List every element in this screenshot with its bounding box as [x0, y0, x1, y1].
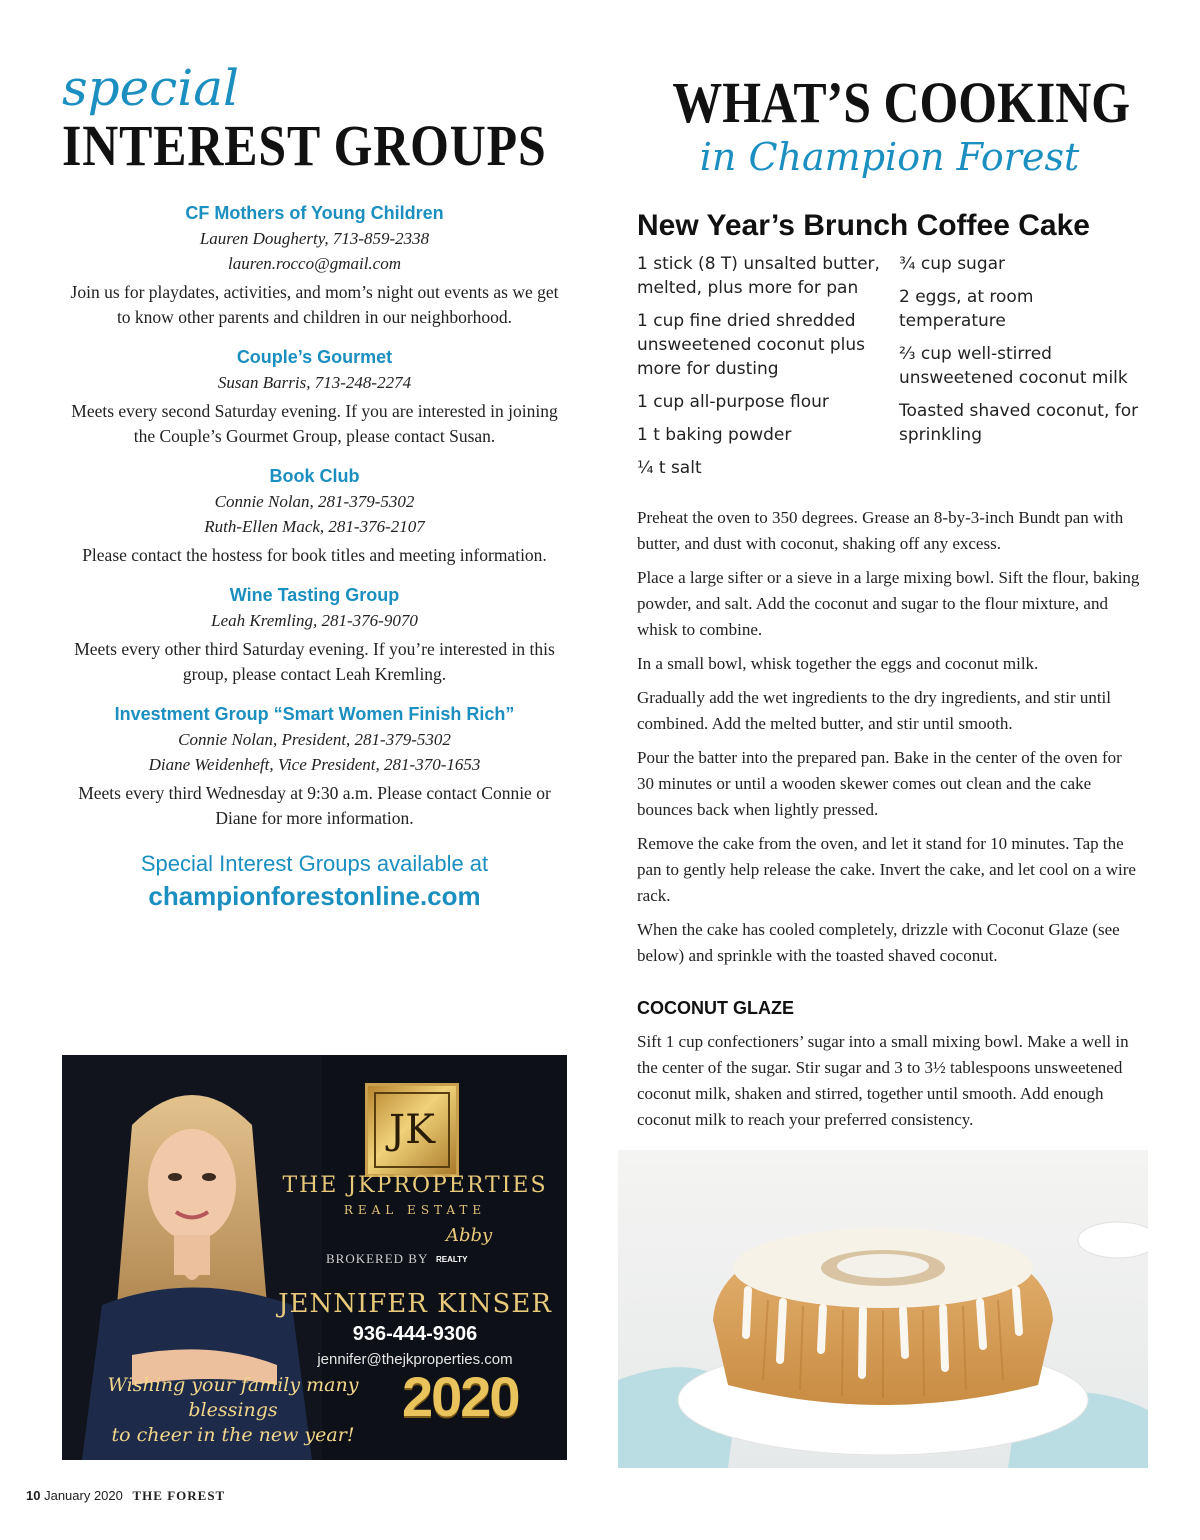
group-contact: Connie Nolan, President, 281-379-5302: [178, 730, 451, 749]
glaze-heading: COCONUT GLAZE: [637, 998, 794, 1018]
group-list: [62, 200, 567, 831]
agent-name: JENNIFER KINSER: [278, 1289, 552, 1319]
group-description: Meets every second Saturday evening. If you are interested in joining the Couple’s Gourmet Group, please contact Susan.: [71, 401, 558, 446]
ingredient: 1 cup fine dried shredded unsweetened coconut plus more for dusting: [637, 311, 866, 379]
realty-label: REALTY: [436, 1255, 468, 1264]
cta-text: Special Interest Groups available at: [140, 851, 489, 876]
ingredient-list: [637, 252, 1142, 489]
logo-letters: JK: [374, 1092, 450, 1168]
section-title-main: INTEREST GROUPS: [62, 113, 547, 178]
group-contact: Ruth-Ellen Mack, 281-376-2107: [204, 517, 425, 536]
agent-email[interactable]: jennifer@thejkproperties.com: [317, 1351, 513, 1368]
ingredient: 1 t baking powder: [637, 425, 792, 445]
group-name: Investment Group “Smart Women Finish Rich”: [114, 704, 515, 724]
website-link[interactable]: championforestonline.com: [148, 881, 481, 911]
wish-line: Wishing your family many blessings: [107, 1374, 359, 1421]
recipe-step: In a small bowl, whisk together the eggs and coconut milk.: [637, 654, 1039, 673]
ingredient: 1 stick (8 T) unsalted butter, melted, plus more for pan: [637, 254, 880, 298]
ingredient-column: [637, 252, 899, 489]
recipe-step: Place a large sifter or a sieve in a large mixing bowl. Sift the flour, baking powder, and salt. Add the coconut and sugar to the flour mixture, and whisk to combine.: [637, 568, 1140, 639]
group-description: Meets every third Wednesday at 9:30 a.m. Please contact Connie or Diane for more information.: [78, 783, 551, 828]
recipe-step: Remove the cake from the oven, and let it stand for 10 minutes. Tap the pan to gently help release the cake. Invert the cake, and let cool on a wire rack.: [637, 834, 1136, 905]
recipe-title: New Year’s Brunch Coffee Cake: [637, 209, 1090, 242]
whats-cooking-section: [637, 72, 1142, 1133]
group-item: [62, 200, 567, 330]
ingredient-column: [899, 252, 1142, 489]
brokered-by: BROKERED BY: [326, 1251, 429, 1266]
group-contact: Lauren Dougherty, 713-859-2338: [199, 229, 430, 248]
recipe-step: Pour the batter into the prepared pan. Bake in the center of the oven for 30 minutes or until a wooden skewer comes out clean and the cake bounces back when lightly pressed.: [637, 748, 1122, 819]
group-description: Please contact the hostess for book titles and meeting information.: [82, 545, 547, 565]
wish-line: to cheer in the new year!: [111, 1424, 355, 1446]
glaze-instructions: Sift 1 cup confectioners’ sugar into a small mixing bowl. Make a well in the center of the sugar. Stir sugar and 3 to 3½ tablespoons unsweetened coconut milk, shaken and stirred, together until smooth. Add enough coconut milk to reach your preferred consistency.: [637, 1032, 1129, 1129]
issue-date: January 2020: [44, 1488, 123, 1503]
recipe-step: Gradually add the wet ingredients to the dry ingredients, and stir until combined. Add the melted butter, and stir until smooth.: [637, 688, 1111, 733]
group-contact: Susan Barris, 713-248-2274: [217, 373, 412, 392]
cooking-subtitle: in Champion Forest: [699, 135, 1080, 179]
section-title-script: special: [62, 59, 240, 117]
group-contact: Leah Kremling, 281-376-9070: [211, 611, 418, 630]
group-name: Book Club: [269, 466, 360, 486]
page-footer: [26, 1488, 225, 1504]
ingredient: 2 eggs, at room temperature: [899, 287, 1034, 331]
real-estate-ad: [62, 1055, 567, 1460]
group-item: [62, 344, 567, 449]
recipe-step: When the cake has cooled completely, drizzle with Coconut Glaze (see below) and sprinkle with the toasted shaved coconut.: [637, 920, 1120, 965]
group-description: Join us for playdates, activities, and mom’s night out events as we get to know other parents and children in our neighborhood.: [70, 282, 559, 327]
groups-cta: [62, 849, 567, 913]
ingredient: Toasted shaved coconut, for sprinkling: [899, 401, 1139, 445]
company-subtitle: REAL ESTATE: [343, 1203, 487, 1217]
group-name: CF Mothers of Young Children: [185, 203, 444, 223]
cooking-title: WHAT’S COOKING: [672, 70, 1131, 135]
special-interest-section: [62, 60, 567, 913]
company-name: THE JKPROPERTIES: [282, 1173, 548, 1198]
group-description: Meets every other third Saturday evening. If you’re interested in this group, please contact Leah Kremling.: [74, 639, 555, 684]
year-graphic: 2020: [402, 1365, 519, 1428]
group-name: Wine Tasting Group: [229, 585, 400, 605]
jk-logo: [365, 1083, 459, 1177]
group-item: [62, 701, 567, 831]
ingredient: ¼ t salt: [637, 458, 702, 478]
group-contact: Connie Nolan, 281-379-5302: [214, 492, 415, 511]
group-item: [62, 582, 567, 687]
magazine-name: THE FOREST: [132, 1488, 226, 1503]
new-year-wish: [68, 1373, 398, 1448]
agent-phone[interactable]: 936-444-9306: [352, 1323, 478, 1345]
group-name: Couple’s Gourmet: [236, 347, 393, 367]
ingredient: ⅔ cup well-stirred unsweetened coconut milk: [899, 344, 1128, 388]
ingredient: ¾ cup sugar: [899, 254, 1006, 274]
group-item: [62, 463, 567, 568]
group-contact: Diane Weidenheft, Vice President, 281-370-1653: [148, 755, 481, 774]
page-number: 10: [26, 1488, 41, 1503]
recipe-step: Preheat the oven to 350 degrees. Grease an 8-by-3-inch Bundt pan with butter, and dust with coconut, shaking off any excess.: [637, 508, 1124, 553]
abby-logo-text: Abby: [446, 1225, 493, 1246]
ingredient: 1 cup all-purpose flour: [637, 392, 829, 412]
bundt-cake-photo: [618, 1150, 1148, 1468]
recipe-steps: [637, 505, 1142, 969]
group-contact-email[interactable]: lauren.rocco@gmail.com: [227, 254, 401, 273]
